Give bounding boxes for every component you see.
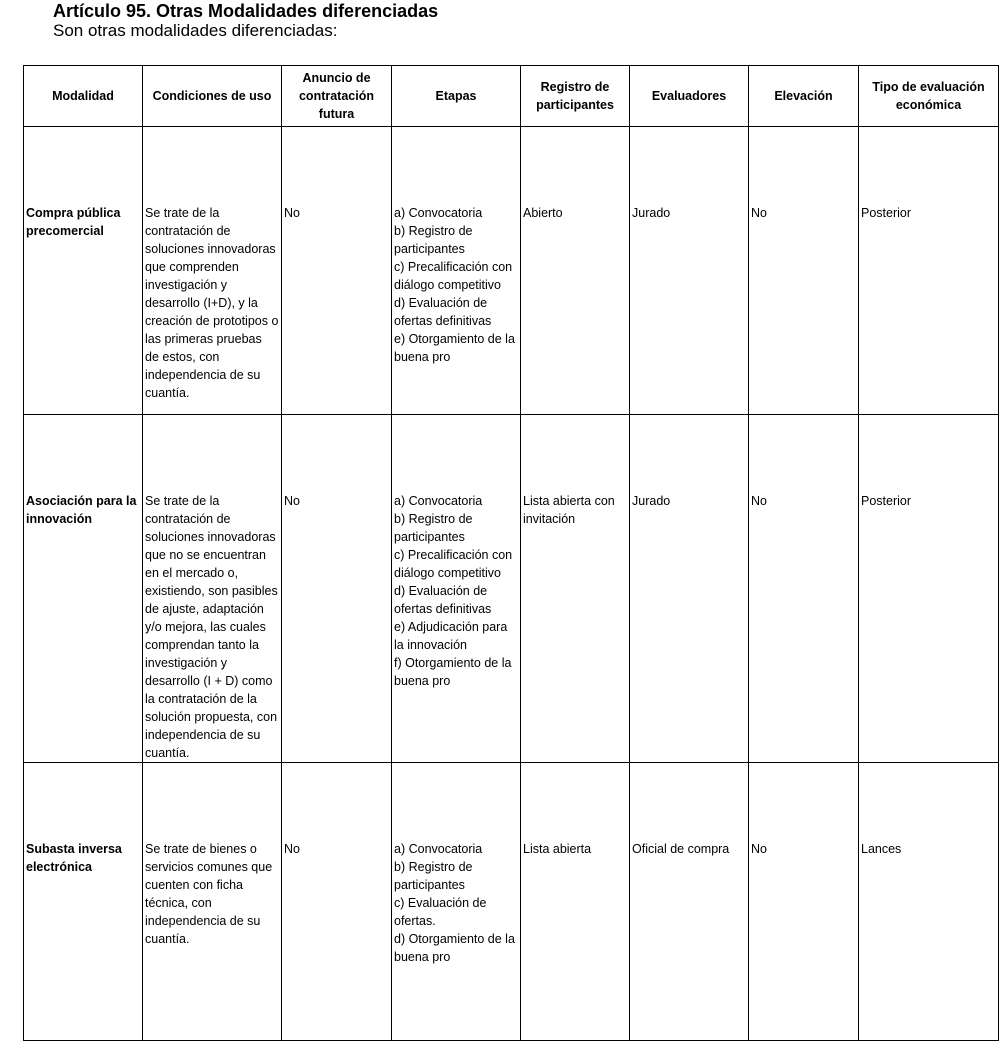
cell-evaluadores: Jurado [630, 127, 749, 415]
header-condiciones: Condiciones de uso [143, 66, 282, 127]
etapa-item: c) Precalificación con diálogo competitivo [394, 548, 513, 580]
cell-anuncio: No [282, 127, 392, 415]
cell-condiciones: Se trate de bienes o servicios comunes que cuenten con ficha técnica, con independencia de su cuantía. [143, 763, 282, 1041]
article-subtitle: Son otras modalidades diferenciadas: [53, 21, 338, 40]
cell-registro: Lista abierta con invitación [521, 415, 630, 763]
cell-anuncio: No [282, 415, 392, 763]
header-registro: Registro de participantes [521, 66, 630, 127]
cell-anuncio: No [282, 763, 392, 1041]
article-title: Artículo 95. Otras Modalidades diferenciadas [53, 1, 439, 21]
etapa-item: c) Precalificación con diálogo competitivo [394, 260, 513, 292]
table-header-row [24, 66, 999, 127]
cell-evaluadores: Oficial de compra [630, 763, 749, 1041]
cell-condiciones: Se trate de la contratación de soluciones innovadoras que comprenden investigación y desarrollo (I+D), y la creación de prototipos o las primeras pruebas de estos, con independencia de su cuantía. [143, 127, 282, 415]
etapa-item: a) Convocatoria [394, 494, 483, 508]
cell-tipo-evaluacion: Lances [859, 763, 999, 1041]
etapa-item: b) Registro de participantes [394, 224, 473, 256]
cell-registro: Lista abierta [521, 763, 630, 1041]
etapa-item: c) Evaluación de ofertas. [394, 896, 487, 928]
cell-etapas [392, 763, 521, 1041]
cell-etapas [392, 415, 521, 763]
etapa-item: e) Otorgamiento de la buena pro [394, 332, 515, 364]
cell-condiciones: Se trate de la contratación de soluciones innovadoras que no se encuentran en el mercado o, existiendo, son pasibles de ajuste, adaptación y/o mejora, las cuales comprendan tanto la investigación y desarrollo (I + D) como la contratación de la solución propuesta, con independencia de su cuantía. [143, 415, 282, 763]
table-row [24, 763, 999, 1041]
cell-elevacion: No [749, 127, 859, 415]
cell-tipo-evaluacion: Posterior [859, 127, 999, 415]
header-modalidad: Modalidad [24, 66, 143, 127]
cell-modalidad: Subasta inversa electrónica [24, 763, 143, 1041]
etapa-item: d) Otorgamiento de la buena pro [394, 932, 515, 964]
etapa-item: f) Otorgamiento de la buena pro [394, 656, 512, 688]
modalidades-table [23, 65, 999, 1041]
cell-etapas [392, 127, 521, 415]
header-anuncio: Anuncio de contratación futura [282, 66, 392, 127]
etapa-item: e) Adjudicación para la innovación [394, 620, 508, 652]
table-row [24, 415, 999, 763]
etapa-item: a) Convocatoria [394, 842, 483, 856]
etapa-item: b) Registro de participantes [394, 860, 473, 892]
cell-modalidad: Compra pública precomercial [24, 127, 143, 415]
etapa-item: d) Evaluación de ofertas definitivas [394, 584, 492, 616]
cell-elevacion: No [749, 763, 859, 1041]
cell-elevacion: No [749, 415, 859, 763]
header-etapas: Etapas [392, 66, 521, 127]
table-row [24, 127, 999, 415]
cell-modalidad: Asociación para la innovación [24, 415, 143, 763]
cell-tipo-evaluacion: Posterior [859, 415, 999, 763]
header-evaluadores: Evaluadores [630, 66, 749, 127]
cell-registro: Abierto [521, 127, 630, 415]
etapa-item: a) Convocatoria [394, 206, 483, 220]
etapa-item: b) Registro de participantes [394, 512, 473, 544]
etapa-item: d) Evaluación de ofertas definitivas [394, 296, 492, 328]
cell-evaluadores: Jurado [630, 415, 749, 763]
header-tipo-evaluacion: Tipo de evaluación económica [859, 66, 999, 127]
header-elevacion: Elevación [749, 66, 859, 127]
